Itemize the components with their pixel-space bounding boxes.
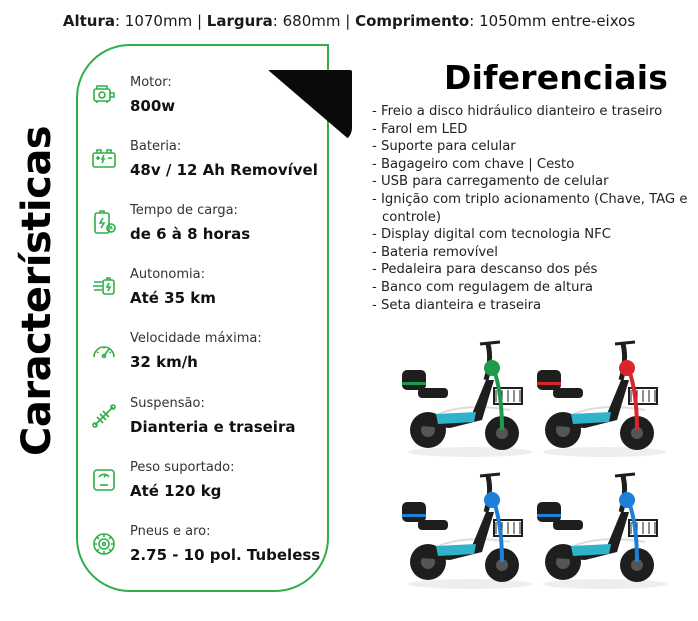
spec-autonomy: [90, 267, 330, 327]
list-item: - Ignição com triplo acionamento (Chave, TAG e controle): [372, 191, 694, 226]
spec-supported-weight-label: Peso suportado:: [130, 460, 235, 475]
scooter-image-blue: [390, 462, 540, 592]
spec-battery: [90, 139, 330, 199]
list-item: - Bateria removível: [372, 244, 694, 262]
largura-label: Largura: [206, 12, 273, 30]
spec-tires: [90, 524, 330, 584]
scale-icon: [90, 466, 118, 494]
spec-supported-weight-value: Até 120 kg: [130, 482, 222, 500]
spec-suspension-label: Suspensão:: [130, 396, 205, 411]
battery-icon: [90, 145, 118, 173]
list-item: - Seta dianteira e traseira: [372, 297, 694, 315]
spec-suspension-value: Dianteria e traseira: [130, 418, 296, 436]
list-item: - Suporte para celular: [372, 138, 694, 156]
spec-charging-time-value: de 6 à 8 horas: [130, 225, 251, 243]
spec-tires-value: 2.75 - 10 pol. Tubeless: [130, 546, 321, 564]
spec-motor-value: 800w: [130, 97, 176, 115]
spec-tires-label: Pneus e aro:: [130, 524, 211, 539]
spec-suspension: [90, 396, 330, 456]
spec-battery-value: 48v / 12 Ah Removível: [130, 161, 318, 179]
list-item: - USB para carregamento de celular: [372, 173, 694, 191]
dimensions-line: [0, 12, 698, 30]
spec-motor: [90, 75, 330, 135]
altura-label: Altura: [62, 12, 115, 30]
comprimento-value: : 1050mm entre-eixos: [469, 12, 636, 30]
spec-charging-time-label: Tempo de carga:: [130, 203, 238, 218]
spec-motor-label: Motor:: [130, 75, 172, 90]
list-item: - Pedaleira para descanso dos pés: [372, 261, 694, 279]
spec-max-speed: [90, 331, 330, 391]
charging-time-icon: [90, 209, 118, 237]
motor-icon: [90, 81, 118, 109]
diferenciais-list: [372, 103, 694, 314]
comprimento-label: Comprimento: [355, 12, 470, 30]
list-item: - Freio a disco hidráulico dianteiro e traseiro: [372, 103, 694, 121]
diferenciais-title: Diferenciais: [444, 58, 669, 97]
largura-value: : 680mm |: [272, 12, 356, 30]
scooter-image-green: [390, 330, 540, 460]
suspension-spring-icon: [90, 402, 118, 430]
spec-autonomy-label: Autonomia:: [130, 267, 205, 282]
tire-icon: [90, 530, 118, 558]
list-item: - Banco com regulagem de altura: [372, 279, 694, 297]
spec-battery-label: Bateria:: [130, 139, 182, 154]
specs-vertical-title: Características: [14, 125, 60, 456]
speedometer-icon: [90, 337, 118, 365]
list-item: - Farol em LED: [372, 121, 694, 139]
altura-value: : 1070mm |: [114, 12, 207, 30]
scooter-image-red: [525, 330, 675, 460]
spec-supported-weight: [90, 460, 330, 520]
spec-autonomy-value: Até 35 km: [130, 289, 216, 307]
list-item: - Display digital com tecnologia NFC: [372, 226, 694, 244]
list-item: - Bagageiro com chave | Cesto: [372, 156, 694, 174]
scooter-image-blue-alt: [525, 462, 675, 592]
spec-charging-time: [90, 203, 330, 263]
autonomy-icon: [90, 273, 118, 301]
spec-max-speed-value: 32 km/h: [130, 353, 198, 371]
spec-max-speed-label: Velocidade máxima:: [130, 331, 262, 346]
